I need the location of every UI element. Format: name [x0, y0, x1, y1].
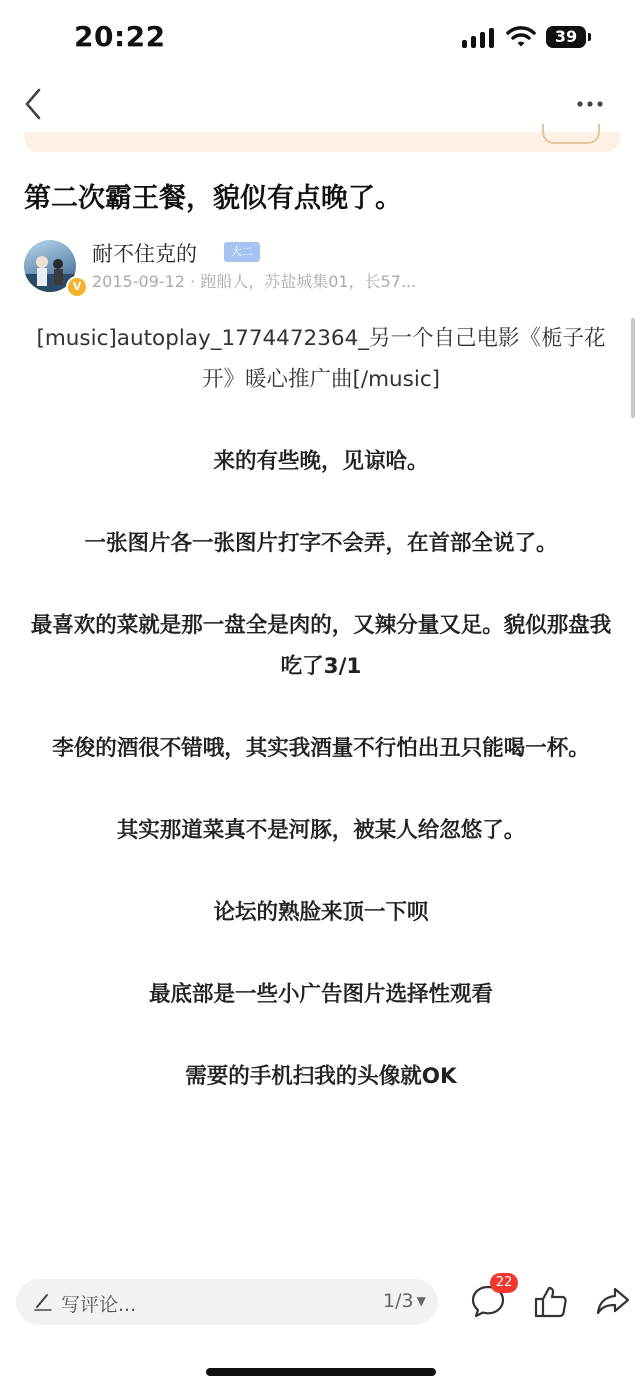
- battery-indicator: 39: [546, 26, 586, 48]
- post-body: [28, 318, 614, 1138]
- back-button[interactable]: [20, 86, 46, 122]
- grade-badge: 大二: [224, 242, 260, 262]
- comment-placeholder[interactable]: 写评论...: [61, 1294, 137, 1316]
- scrollbar[interactable]: [631, 318, 635, 418]
- body-paragraph: 来的有些晚，见谅哈。: [213, 449, 429, 474]
- comment-count-badge: 22: [490, 1273, 518, 1293]
- body-paragraph: 李俊的酒很不错哦，其实我酒量不行怕出丑只能喝一杯。: [52, 736, 590, 761]
- verified-icon: V: [66, 276, 88, 298]
- battery-cap: [588, 33, 591, 41]
- body-paragraph: 最喜欢的菜就是那一盘全是肉的，又辣分量又足。貌似那盘我吃了3/1: [30, 613, 612, 679]
- page-selector[interactable]: [383, 1290, 426, 1312]
- body-paragraph: 论坛的熟脸来顶一下呗: [213, 900, 429, 925]
- post-meta: 2015-09-12 · 跑船人，苏盐城集01，长57...: [92, 272, 417, 291]
- caret-down-icon: ▼: [416, 1294, 426, 1308]
- author-name[interactable]: 耐不住克的: [92, 242, 197, 266]
- share-arrow-icon[interactable]: [595, 1286, 631, 1316]
- wifi-icon: [506, 24, 536, 48]
- home-indicator: [206, 1368, 436, 1376]
- promo-banner[interactable]: [24, 132, 620, 152]
- promo-banner-button[interactable]: [542, 124, 600, 144]
- page-indicator-text: 1/3: [383, 1290, 414, 1312]
- body-paragraph: 最底部是一些小广告图片选择性观看: [148, 982, 493, 1007]
- body-paragraph: 其实那道菜真不是河豚，被某人给忽悠了。: [116, 818, 526, 843]
- post-title: 第二次霸王餐，貌似有点晚了。: [24, 183, 402, 214]
- more-options-button[interactable]: [574, 92, 606, 116]
- body-paragraph: 需要的手机扫我的头像就OK: [185, 1064, 457, 1089]
- status-time: 20:22: [74, 20, 166, 53]
- cellular-signal-icon: [462, 28, 496, 48]
- music-tag-paragraph: [music]autoplay_1774472364_另一个自己电影《栀子花开》暖心推广曲[/music]: [36, 326, 606, 392]
- thumbs-up-icon[interactable]: [533, 1284, 569, 1320]
- body-paragraph: 一张图片各一张图片打字不会弄，在首部全说了。: [84, 531, 558, 556]
- pencil-icon: [34, 1290, 52, 1312]
